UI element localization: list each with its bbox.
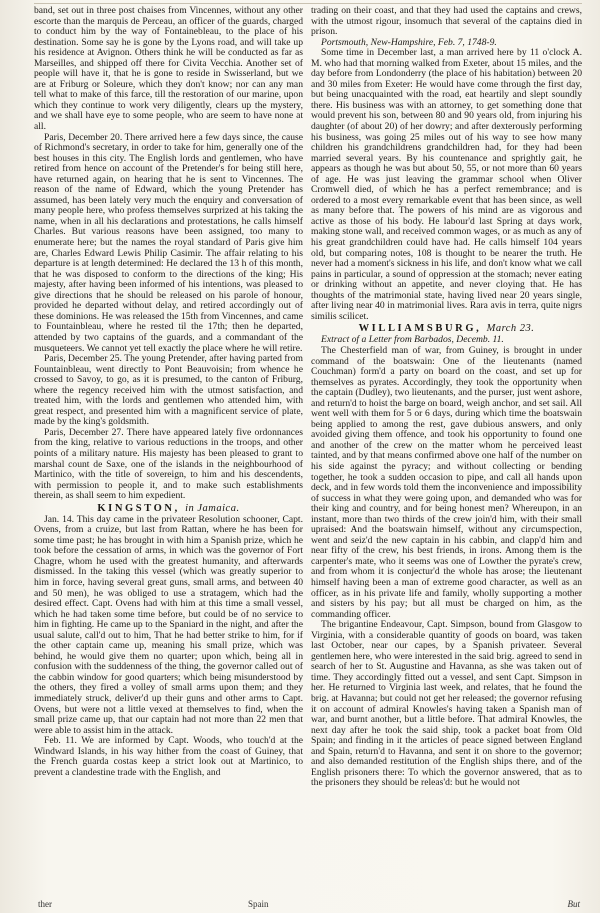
paragraph: Paris, December 25. The young Pretender, after having parted from Fountainbleau, went directly to Pont Beauvoisin; from whence he crossed to Savoy, to go, as it is presumed, to the canton of Friburg, where the regency received him with the utmost satisfaction, and treated him, with the lords and gentlemen who attended him, with great respect, and presented him with a magnificent service of plate, made by the king's goldsmith.: [34, 353, 303, 428]
headline-place: March 23.: [486, 323, 535, 335]
right-column: [311, 6, 582, 896]
paragraph: Paris, December 27. There have appeared lately five ordonnances from the king, relative to various reductions in the troops, and other points of a military nature. His majesty has been pleased to grant to marshal count de Saxe, one of the islands in the neighbourhood of Martinico, with the title of sovereign, to him and his descendents, with permission to people it, and to make such establishments therein, as shall seem to him expedient.: [34, 426, 303, 502]
columns: [34, 6, 582, 896]
footer-catchword-right: But: [567, 899, 580, 909]
paragraph: band, set out in three post chaises from Vincennes, without any other escorte than the marquis de Perceau, an officer of the guards, charged to conduct him by the way of Fontainebleau, to the place of his destination. Some say he is gone by the Lyons road, and will take up his residence at Avignon. Others think he will be conducted as far as Marseilles, and shipped off there for Civita Vecchia. Another set of people will have it, that he is gone to reside in Swisserland, but we are at Friburg or Soleure, which they don't know; nor can any man tell what to make of this farce, till the restoration of our marine, upon which they continue to work very diligently, clears up the mystery, and we shall have eye to some people, who are seem to have none at all.: [34, 6, 303, 133]
paragraph: Paris, December 20. There arrived here a few days since, the cause of Richmond's secretary, in order to take for him, generally one of the best houses in this city. The English lords and gentlemen, who have retired from hence on account of the Pretender's for being still here, have returned again, on hearing that he is sent to Vincennes. The reason of the name of Edward, which the young Pretender has assumed, has been lately very much the enquiry and conversation of many people here, who profess themselves surprized at his taking the name, when in all his declarations and protestations, he calls himself Charles. But various reasons have been assigned, too many to enumerate here; but the names the royal standard of Paris give him are, Charles Edward Lewis Philip Casimir. The affair relating to his departure is at length determined: He declared the 13 h of this month, that he was disposed to conform to the directions of the king; His majesty, after having been informed of his intentions, was pleased to give directions that he should be released on his parole of honour, provided he departed without delay, and retired accordingly out of these dominions. He was released the 15th from Vincennes, and came to Fountainbleau, where he rested til the 17th; then he departed, attended by two captains of the guards, and a commandant of the musqueteers. We cannot yet tell exactly the place where he will retire.: [34, 131, 303, 354]
paragraph: Feb. 11. We are informed by Capt. Woods, who touch'd at the Windward Islands, in his way hither from the coast of Guiney, that the French guarda costas keep a strict look out at Martinico, to prevent a clandestine trade with the English, and: [34, 735, 303, 778]
letter-subhead: Extract of a Letter from Barbados, Decemb. 11.: [321, 334, 504, 346]
headline-title: KINGSTON,: [97, 502, 180, 514]
footer-catchword-left: ther: [38, 899, 52, 909]
paragraph: Some time in December last, a man arrived here by 11 o'clock A. M. who had that morning walked from Exeter, about 15 miles, and the day before from Londonderry (the place of his habitation) between 20 and 30 miles from Exeter: He would have come through the first day, but being unacquainted with the road, eat heartily and slept soundly there. His business was with an attorney, to get something done that would prevent his son, between 80 and 90 years old, from injuring his daughter (of about 20) of her dowry; and after dexterously performing his business, was going 25 miles out of his way to see how many children his grandchildrens grandchildren had, for they had been married several years. By his countenance and sprightly gait, he appears as though he was but about 50, 55, or not more than 60 years of age. He was just leaving the grammar school when Oliver Cromwell died, of which he has a perfect remembrance; and is ordered to a most every remarkable event that has been since, as well as many before that. The powers of his mind are as vigorous and active as those of his body. He labour'd last Spring at days work, making stone wall, and received common wages, or as much as any of his great grandchildren could have had. He calls himself 104 years old, but comparing notes, 108 is thought to be nearer the truth. He never had a moment's sickness in his life, and don't know what we call pains in particular, a sound of oppression at the stomach; never eating or drinking without an appetite, and never cloying that. He has thoughts of the matrimonial state, having lived near 20 years single, after living near 40 in matrimonial lives. Rara avis in terra, quite nigrs similis scilicet.: [311, 47, 582, 322]
paragraph: Jan. 14. This day came in the privateer Resolution schooner, Capt. Ovens, from a cruize, but last from Rattan, where he has been for some time past; he has brought in with him a Spanish prize, which he took before the cessation of arms, in which was the governor of Fort Chagre, whom he used with the greatest humanity, and afterwards dismissed. In the taking this vessel (which was greatly superior to him in force, having several great guns, small arms, and between 40 and 50 men), he was obliged to use a stratagem, which had the desired effect. Capt. Ovens had with him at this time a small vessel, which he had taken some time before, but could be of no service to him in fighting. He came up to the Spaniard in the night, and after the usual salute, call'd out to him, That he had better strike to him, for if the other captain came up, meaning his small prize, which was behind, he would give them no quarter; upon which, being all in confusion with the suddenness of the thing, the governor called out of the cabbin window for good quarters; which being misunderstood by the others, they fired a volley of small arms upon them; and they immediately struck, deliver'd up their guns and other arms to Capt. Ovens, but were not a little vexed at themselves to find, when the small prize came up, that our captain had not more than 22 men that were able to assist him in the attack.: [34, 513, 303, 736]
footer-catchword-center: Spain: [248, 899, 269, 909]
kingston-headline: [34, 503, 303, 515]
headline-title: WILLIAMSBURG,: [358, 323, 482, 335]
left-column: [34, 6, 303, 896]
headline-place: in Jamaica.: [185, 502, 240, 514]
top-rule: [34, 3, 582, 4]
paragraph: trading on their coast, and that they had used the captains and crews, with the utmost rigour, insomuch that several of the captains died in prison.: [311, 6, 582, 38]
paragraph: The Chesterfield man of war, from Guiney, is brought in under command of the boatswain: One of the lieutenants (named Couchman) form'd a party on board on the coast, and set up for themselves as pyrates. Accordingly, they took the opportunity when the captain (Dudley), two lieutenants, and the purser, just went ashore, and return'd to hoist the barge on board, weigh anchor, and set sail. All went well with them for 5 or 6 days, during which time the boatswain being applied to among the rest, gave dubious answers, and only avoided giving them offence, and took his opportunity to found one and another of the crew on the matter whom he perceived least tainted, and by that means confirmed above one half of the number on his side against the pyracy; and without collecting or bending together, he took a sudden occasion to pipe, and call all hands upon deck, and in few words told them the inconvenience and impossibility of success in what they were going upon, and demanded who was for their king and country, and for being honest men? Whereupon, in an instant, more than two thirds of the crew join'd him, with their small upraised: And the boatswain himself, without any circumspection, went and seiz'd the new captain in his cabbin, and clapp'd him and near fifty of the crew, his best friends, in irons. Among them is the carpenter's mate, who it seems was one of Lowther the pyrate's crew, and from whom it is conjectur'd the whole has arose; the lieutenant himself having been a man of extreme good character, as well as an officer, as in his private life and family, wholly supporting a mother and sisters by his pay; but all must be charged on him, as the commanding officer.: [311, 344, 582, 620]
paragraph: The brigantine Endeavour, Capt. Simpson, bound from Glasgow to Virginia, with a considerable quantity of goods on board, was taken last October, near our capes, by a Spanish privateer. Several gentlemen here, who were interested in the said brig. agreed to send in search of her to St. Augustine and Havanna, as she was taken out of time. They accordingly fitted out a vessel, and sent Capt. Simpson in her. He returned to Virginia last week, and relates, that he found the brig. at Havanna; but could not get her released; the governor refusing it on account of admiral Knowles's having taken a Spanish man of war, and burnt another, but a little before. That admiral Knowles, the next day after he took the said ship, took a packet boat from Old Spain; and finding in it the articles of peace signed between England and Spain, return'd to Havanna, and sent it on shore to the governor; and also demanded restitution of the English ships there, and of the English prisoners there: To which the governor answered, that as to the prisoners they should be releas'd: but he would not: [311, 619, 582, 789]
page-footer: [28, 895, 580, 909]
dateline: Portsmouth, New-Hampshire, Feb. 7, 1748-9.: [321, 36, 497, 48]
